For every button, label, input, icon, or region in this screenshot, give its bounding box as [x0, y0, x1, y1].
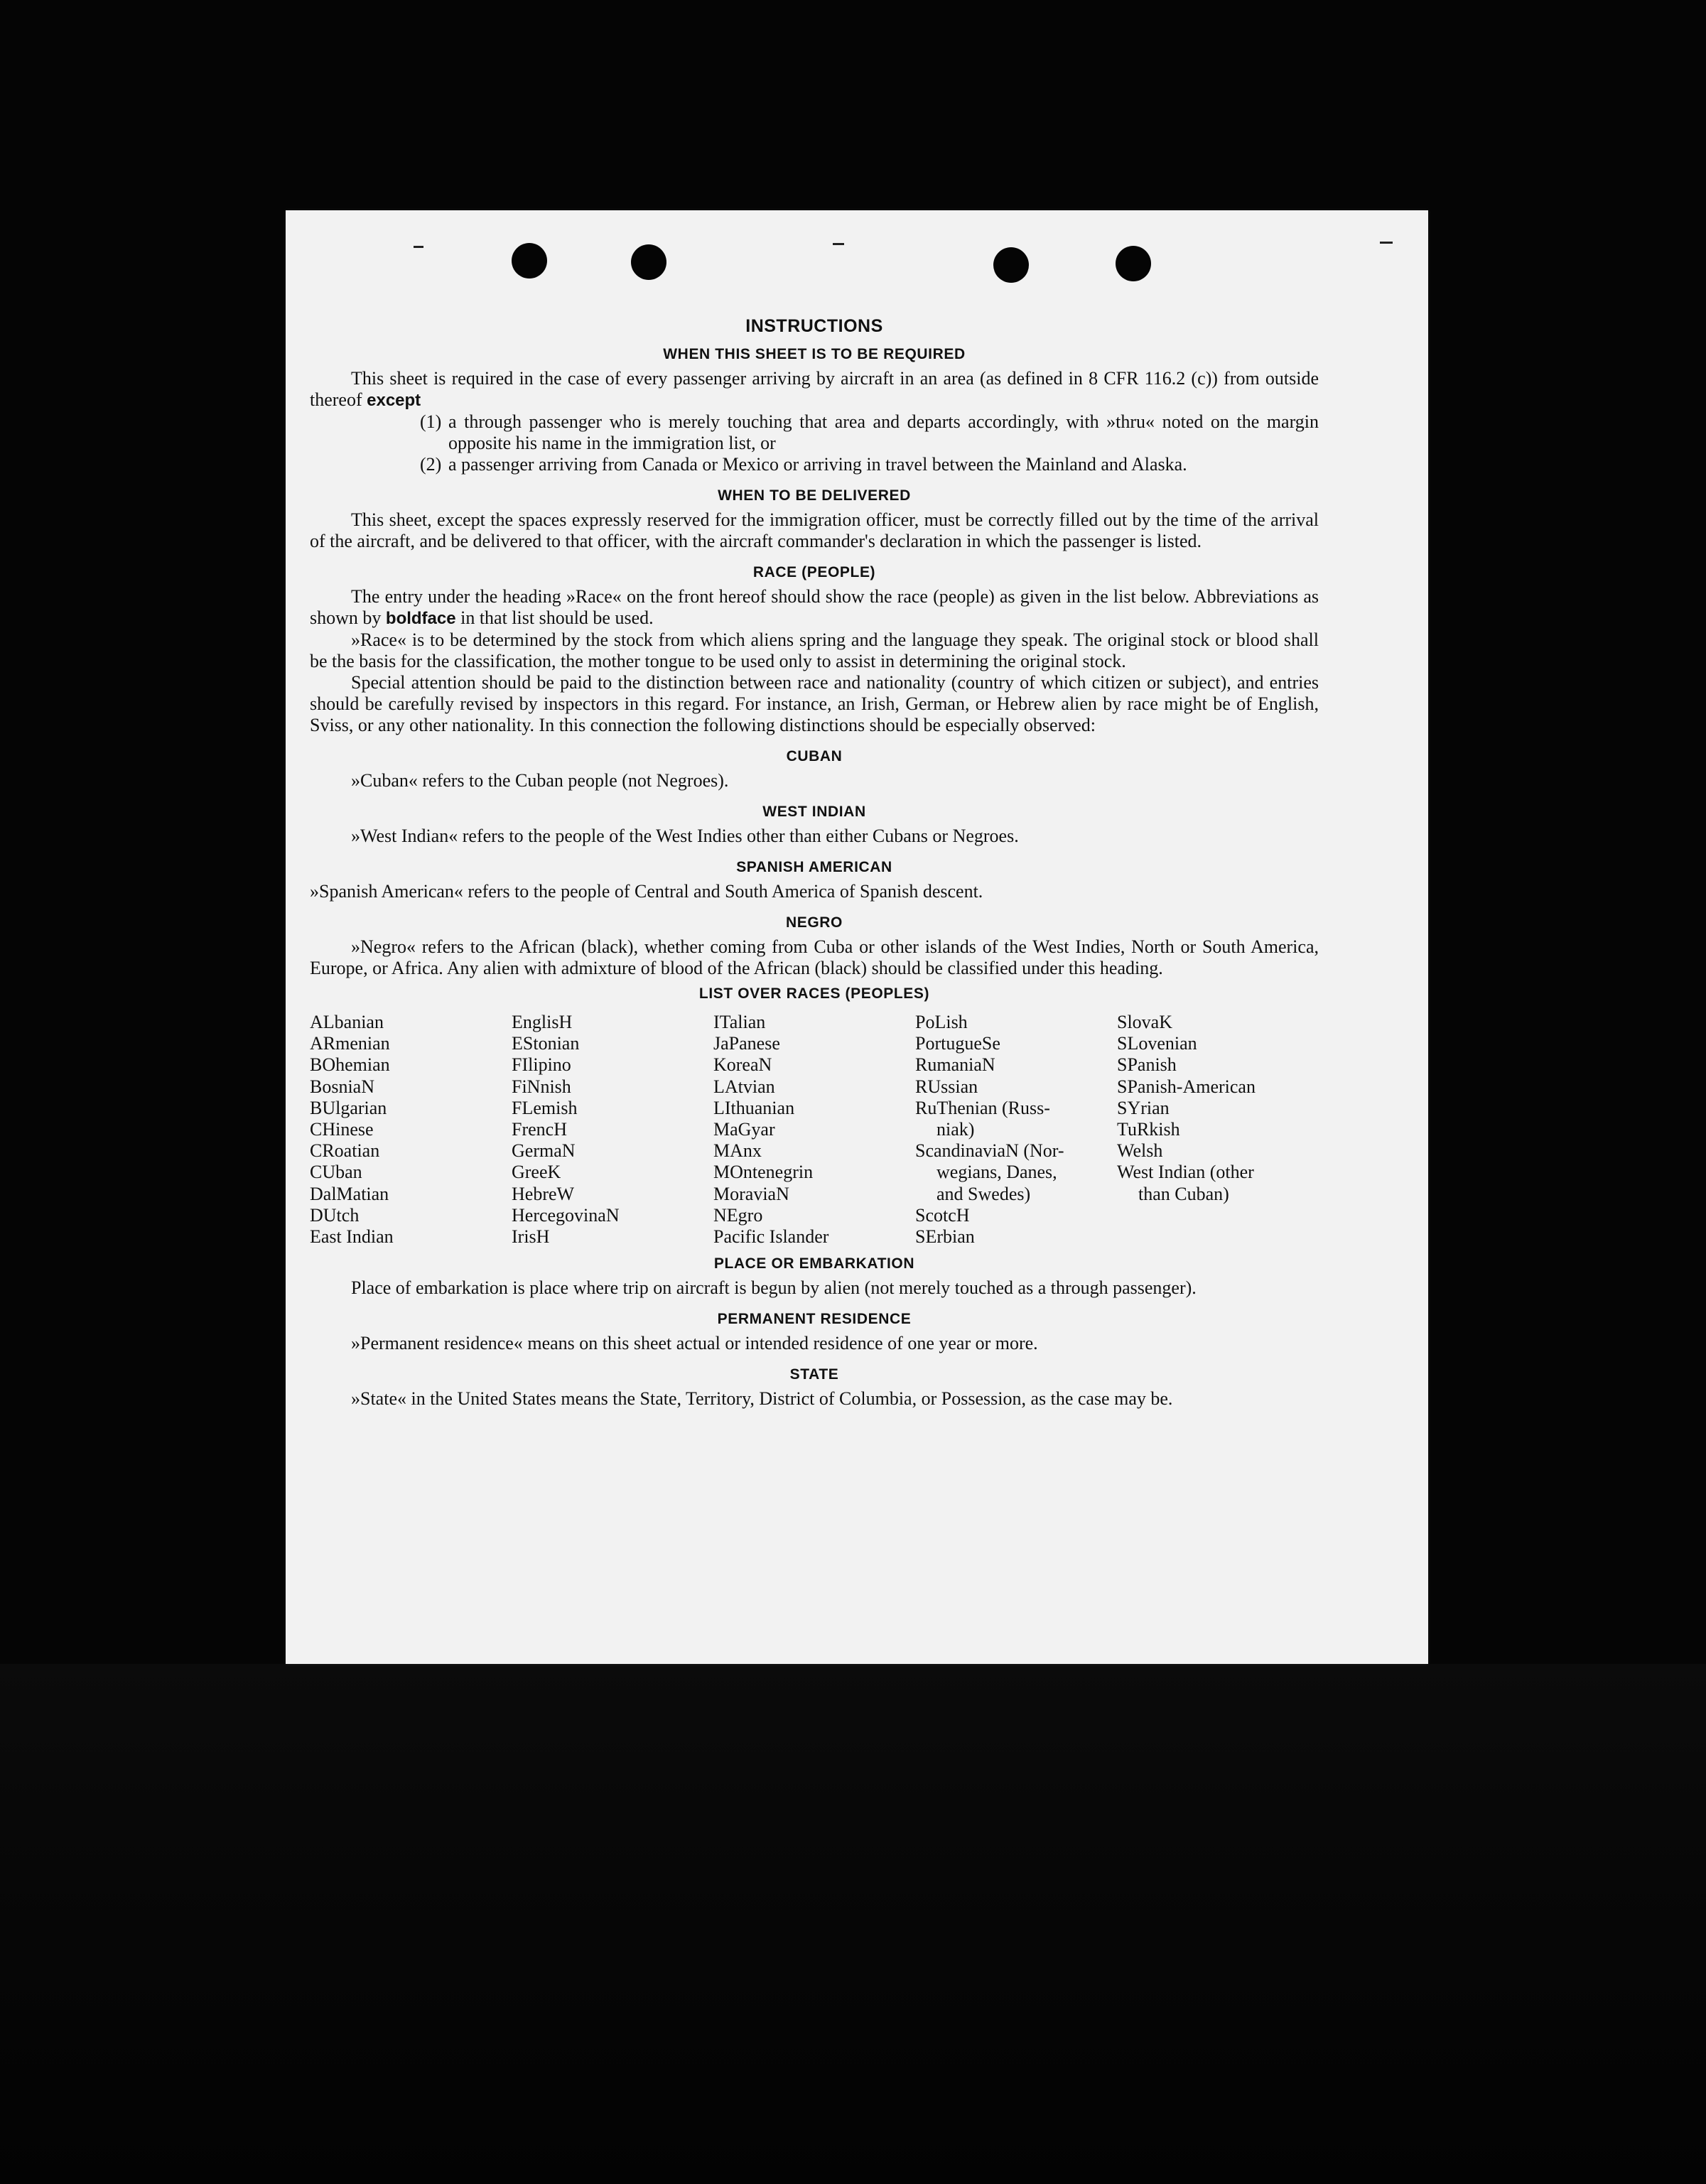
race-item: SErbian	[915, 1226, 975, 1248]
heading-spanish-american: SPANISH AMERICAN	[736, 859, 892, 875]
item-number: (1)	[420, 411, 442, 432]
race-item: RuThenian (Russ-	[915, 1097, 1050, 1118]
race-item: FIlipino	[512, 1054, 571, 1076]
item-text: a passenger arriving from Canada or Mexico or arriving in travel between the Mainland and Alaska.	[448, 454, 1187, 475]
paragraph-delivered: This sheet, except the spaces expressly reserved for the immigration officer, must be correctly filled out by the time of the arrival of the aircraft, and be delivered to that officer, with the aircraft commander's declaration in which the passenger is listed.	[310, 509, 1319, 551]
except-bold: except	[367, 391, 421, 410]
race-text-b: in that list should be used.	[460, 607, 654, 628]
punch-hole	[631, 244, 666, 280]
race-item: GermaN	[512, 1140, 576, 1162]
race-item: ITalian	[713, 1012, 766, 1032]
heading-when-delivered: WHEN TO BE DELIVERED	[718, 487, 911, 504]
heading-state: STATE	[789, 1366, 839, 1383]
race-item: MAnx	[713, 1140, 762, 1162]
scan-mark	[414, 246, 423, 248]
race-item: DUtch	[310, 1204, 360, 1226]
paragraph-west-indian: »West Indian« refers to the people of the West Indies other than either Cubans or Negroes.	[351, 826, 1019, 846]
race-item: ScandinaviaN (Nor-	[915, 1140, 1064, 1162]
races-column-3	[713, 1012, 915, 1248]
race-text-a: The entry under the heading »Race« on the front hereof should show the race (people) as given in the list below. Abbreviations as shown by	[310, 586, 1319, 628]
race-item: KoreaN	[713, 1054, 772, 1076]
paragraph-race-3: Special attention should be paid to the distinction between race and nationality (country of which citizen or subject), and entries should be carefully revised by inspectors in this regard. For instance, an Irish, German, or Hebrew alien by race might be of English, Sviss, or any other nationality. In this connection the following distinctions should be especially observed:	[310, 672, 1319, 735]
race-item: PoLish	[915, 1012, 968, 1032]
race-item: MOntenegrin	[713, 1162, 814, 1183]
races-column-2	[512, 1012, 713, 1248]
paragraph-residence: »Permanent residence« means on this sheet actual or intended residence of one year or more.	[351, 1333, 1038, 1354]
race-item: PortugueSe	[915, 1033, 1000, 1054]
punch-hole	[1116, 246, 1151, 281]
race-item: SlovaK	[1117, 1012, 1172, 1032]
race-item: East Indian	[310, 1226, 394, 1248]
race-item: West Indian (other	[1117, 1162, 1254, 1183]
race-item: LAtvian	[713, 1076, 775, 1097]
race-item: GreeK	[512, 1162, 561, 1183]
heading-race: RACE (PEOPLE)	[752, 564, 876, 580]
race-item-continuation: and Swedes)	[936, 1183, 1031, 1204]
heading-west-indian: WEST INDIAN	[762, 804, 866, 820]
heading-when-required: WHEN THIS SHEET IS TO BE REQUIRED	[663, 346, 966, 362]
race-item: HercegovinaN	[512, 1204, 620, 1226]
race-item: ScotcH	[915, 1204, 970, 1226]
paragraph-required	[310, 368, 1319, 411]
race-item: Welsh	[1117, 1140, 1163, 1162]
exception-item-1	[310, 411, 1319, 454]
race-item: CRoatian	[310, 1140, 380, 1162]
paragraph-cuban: »Cuban« refers to the Cuban people (not Negroes).	[351, 770, 729, 791]
race-item: LIthuanian	[713, 1097, 795, 1118]
race-item: FiNnish	[512, 1076, 571, 1097]
heading-residence: PERMANENT RESIDENCE	[717, 1311, 912, 1328]
paragraph-required-text: This sheet is required in the case of every passenger arriving by aircraft in an area (as defined in 8 CFR 116.2 (c)) from outside thereof	[310, 368, 1319, 410]
races-column-1	[310, 1012, 512, 1248]
race-item-continuation: niak)	[936, 1119, 975, 1140]
race-item: HebreW	[512, 1183, 575, 1204]
race-item: MaGyar	[713, 1119, 775, 1140]
race-item: SPanish	[1117, 1054, 1177, 1076]
race-item: NEgro	[713, 1204, 763, 1226]
item-number: (2)	[420, 454, 442, 475]
race-item: CUban	[310, 1162, 362, 1183]
race-item: EnglisH	[512, 1012, 573, 1032]
paragraph-embarkation: Place of embarkation is place where trip on aircraft is begun by alien (not merely touched as a through passenger).	[351, 1277, 1197, 1299]
race-item: BosniaN	[310, 1076, 374, 1097]
paragraph-race-2: »Race« is to be determined by the stock from which aliens spring and the language they speak. The original stock or blood shall be the basis for the classification, the mother tongue to be used only to assist in determining the original stock.	[310, 629, 1319, 671]
paragraph-spanish-american: »Spanish American« refers to the people of Central and South America of Spanish descent.	[310, 881, 983, 902]
heading-cuban: CUBAN	[786, 748, 843, 764]
race-item: FrencH	[512, 1119, 567, 1140]
instruction-sheet	[286, 210, 1428, 1664]
background-film-area	[0, 1664, 1706, 2184]
race-item: SYrian	[1117, 1097, 1170, 1118]
heading-races-list: LIST OVER RACES (PEOPLES)	[698, 985, 930, 1002]
races-column-4	[915, 1012, 1117, 1248]
race-item: MoraviaN	[713, 1183, 789, 1204]
exception-item-2	[310, 454, 1319, 475]
punch-hole	[512, 243, 547, 279]
races-column-5	[1117, 1012, 1319, 1248]
heading-embarkation: PLACE OR EMBARKATION	[713, 1255, 915, 1272]
race-item: FLemish	[512, 1097, 578, 1118]
scan-mark	[1380, 242, 1393, 244]
race-item: IrisH	[512, 1226, 550, 1248]
race-item-continuation: wegians, Danes,	[936, 1162, 1057, 1183]
race-item: ARmenian	[310, 1033, 390, 1054]
race-item: JaPanese	[713, 1033, 780, 1054]
race-item: ALbanian	[310, 1012, 384, 1032]
race-item-continuation: than Cuban)	[1138, 1183, 1229, 1204]
race-item: SLovenian	[1117, 1033, 1197, 1054]
race-item: BOhemian	[310, 1054, 390, 1076]
race-item: DalMatian	[310, 1183, 389, 1204]
paragraph-negro: »Negro« refers to the African (black), whether coming from Cuba or other islands of the West Indies, North or South America, Europe, or Africa. Any alien with admixture of blood of the African (black) should be classified under this heading.	[310, 936, 1319, 978]
race-item: EStonian	[512, 1033, 580, 1054]
race-item: RUssian	[915, 1076, 978, 1097]
page-title: INSTRUCTIONS	[745, 316, 883, 336]
item-text: a through passenger who is merely touching that area and departs accordingly, with »thru« noted on the margin opposite his name in the immigration list, or	[448, 411, 1319, 453]
race-item: Pacific Islander	[713, 1226, 829, 1248]
boldface-word: boldface	[385, 609, 456, 628]
races-list	[310, 1012, 1319, 1248]
race-item: CHinese	[310, 1119, 374, 1140]
race-item: TuRkish	[1117, 1119, 1180, 1140]
scan-mark	[833, 243, 844, 245]
instructions-text	[310, 315, 1319, 1410]
race-item: BUlgarian	[310, 1097, 387, 1118]
punch-hole	[993, 247, 1029, 283]
heading-negro: NEGRO	[785, 914, 843, 931]
paragraph-race-1	[310, 586, 1319, 629]
race-item: SPanish-American	[1117, 1076, 1256, 1097]
race-item: RumaniaN	[915, 1054, 995, 1076]
paragraph-state: »State« in the United States means the State, Territory, District of Columbia, or Possession, as the case may be.	[351, 1388, 1173, 1410]
